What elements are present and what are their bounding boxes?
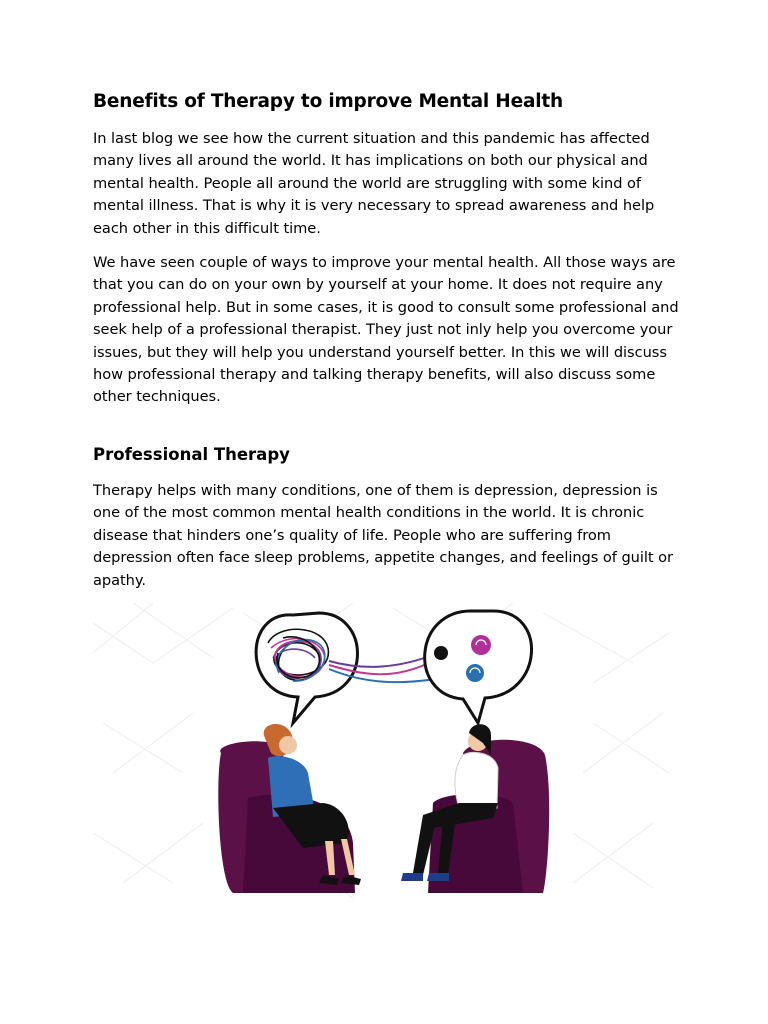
document-title: Benefits of Therapy to improve Mental Health: [93, 91, 563, 112]
intro-paragraph-1: In last blog we see how the current situation and this pandemic has affected many lives all around the world. It has implications on both our physical and mental health. People all around the world are struggling with some kind of mental illness. That is why it is very necessary to spread awareness and help each other in this difficult time.: [93, 130, 655, 237]
intro-paragraph-2: We have seen couple of ways to improve your mental health. All those ways are that you can do on your own by yourself at your home. It does not require any professional help. But in some cases, it is good to consult some professional and seek help of a professional therapist. They just not inly help you overcome your issues, but they will help you understand yourself better. In this we will discuss how professional therapy and talking therapy benefits, will also discuss some other techniques.: [93, 254, 679, 406]
document-body: [93, 88, 683, 604]
section-paragraph: Therapy helps with many conditions, one of them is depression, depression is one of the most common mental health conditions in the world. It is chronic disease that hinders one’s quality of life. People who are suffering from depression often face sleep problems, appetite changes, and feelings of guilt or apathy.: [93, 481, 673, 589]
watermark-pattern: [93, 603, 669, 898]
therapy-session-illustration: [93, 603, 669, 905]
illustration-svg: [93, 603, 669, 905]
section-heading: Professional Therapy: [93, 444, 290, 464]
right-thought-bubble: [425, 611, 532, 723]
